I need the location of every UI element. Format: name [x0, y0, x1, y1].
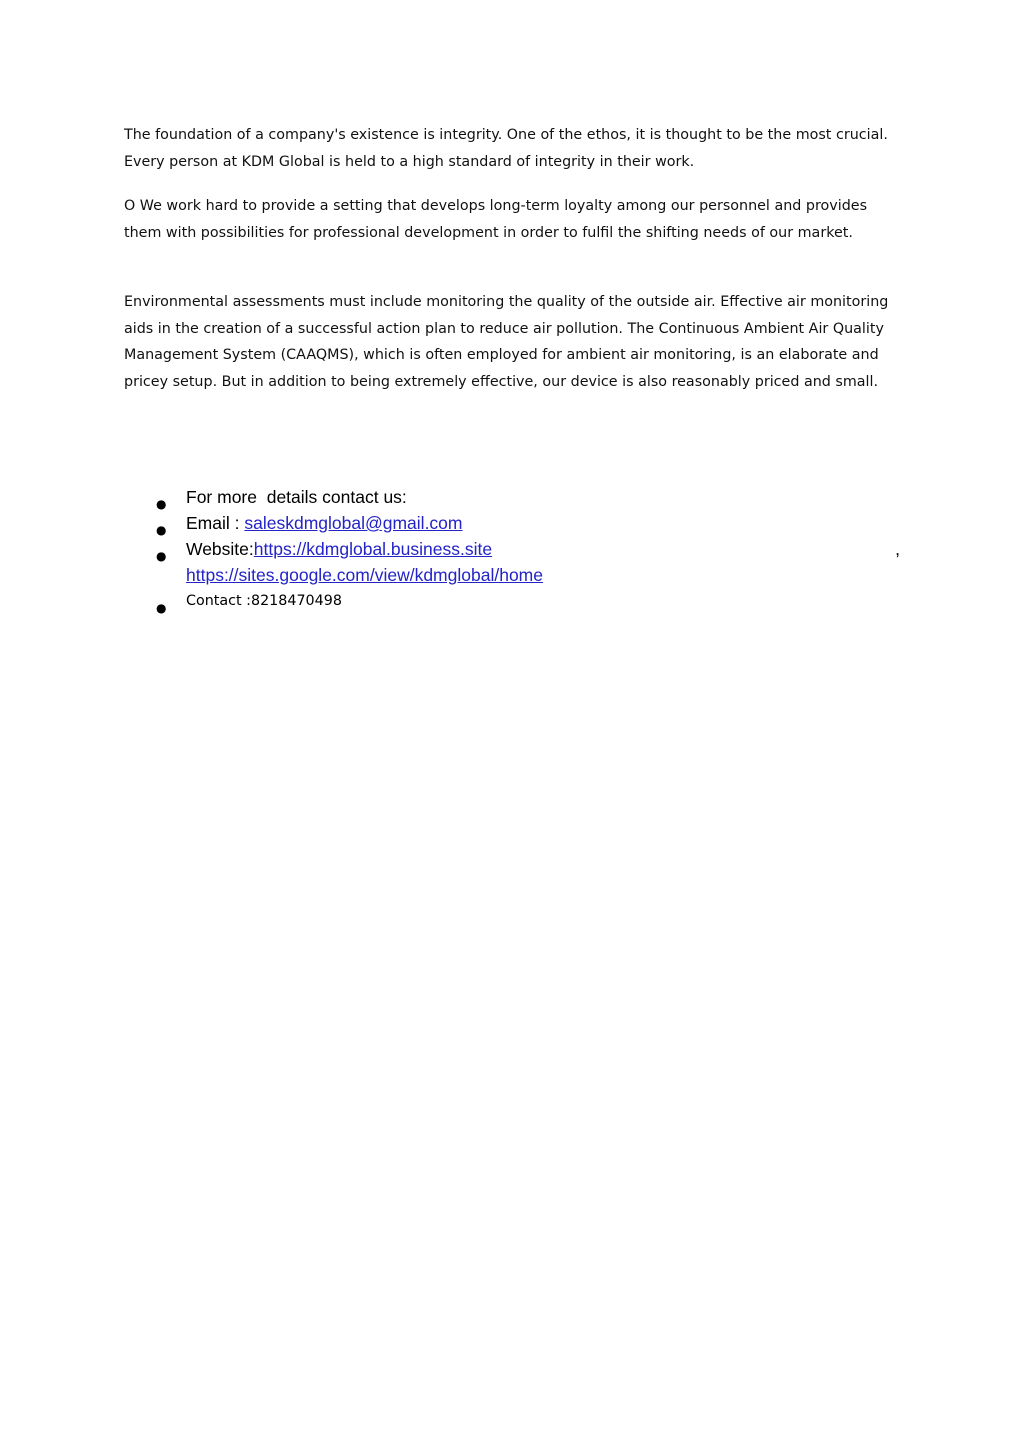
list-item-website: [150, 536, 910, 588]
phone-text: Contact :8218470498: [186, 593, 342, 609]
paragraph-loyalty: O We work hard to provide a setting that develops long-term loyalty among our personnel and provides them with possibilities for professional development in order to fulfil the shifting needs of our market.: [124, 198, 868, 241]
list-item-phone: [150, 588, 910, 614]
list-item-contact-intro: [150, 484, 910, 510]
bullet-icon: ●: [156, 601, 167, 615]
paragraph-air-monitoring: Environmental assessments must include monitoring the quality of the outside air. Effective air monitoring aids in the creation of a successful action plan to reduce air pollution. The Continuous Ambient Air Quality Management System (CAAQMS), which is often employed for ambient air monitoring, is an elaborate and pricey setup. But in addition to being extremely effective, our device is also reasonably priced and small.: [124, 294, 889, 390]
paragraph-integrity: The foundation of a company's existence is integrity. One of the ethos, it is thought to be the most crucial. Every person at KDM Global is held to a high standard of integrity in their work.: [124, 127, 888, 170]
contact-intro-text: For more details contact us:: [186, 487, 407, 507]
email-label: Email :: [186, 513, 245, 533]
website-separator: ,: [895, 539, 900, 559]
bullet-icon: ●: [156, 549, 167, 563]
list-item-email: [150, 510, 910, 536]
website-row: [186, 536, 900, 562]
website-label: Website:: [186, 539, 254, 559]
email-link[interactable]: saleskdmglobal@gmail.com: [244, 513, 463, 533]
website-link-business-site[interactable]: https://kdmglobal.business.site: [253, 539, 493, 559]
bullet-icon: ●: [156, 497, 167, 511]
contact-list: [150, 484, 910, 614]
website-link-google-sites[interactable]: https://sites.google.com/view/kdmglobal/home: [186, 565, 543, 585]
bullet-icon: ●: [156, 523, 167, 537]
